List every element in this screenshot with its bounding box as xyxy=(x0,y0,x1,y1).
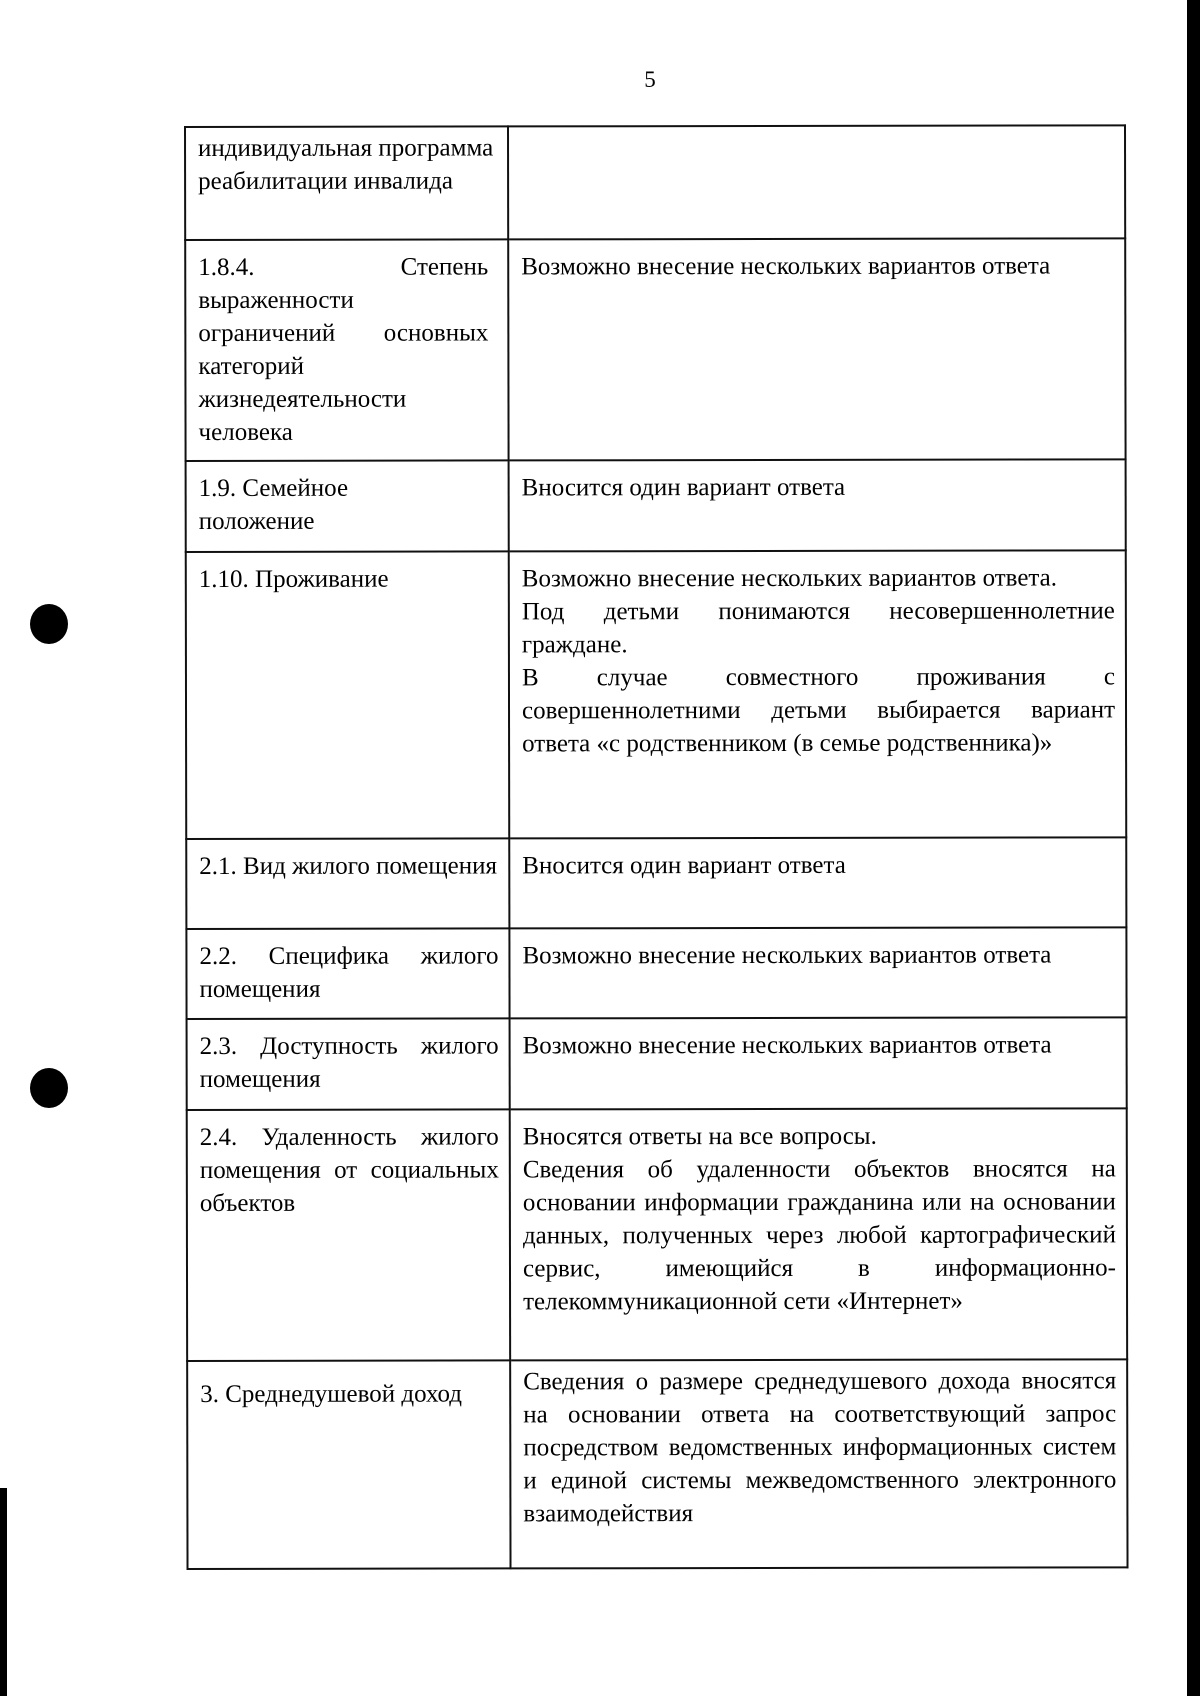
note-paragraph: Возможно внесение нескольких вариантов ответа xyxy=(522,941,1052,970)
notes-cell xyxy=(508,238,1125,460)
item-cell xyxy=(186,460,509,552)
table-row xyxy=(187,1359,1127,1569)
notes-cell xyxy=(510,1359,1127,1568)
table-row xyxy=(185,238,1125,461)
notes-cell xyxy=(509,459,1126,551)
scan-edge xyxy=(0,1488,7,1696)
table-row xyxy=(185,125,1125,240)
notes-cell xyxy=(510,1108,1127,1360)
punch-hole xyxy=(30,1068,68,1108)
note-paragraph: Возможно внесение нескольких вариантов ответа. xyxy=(521,564,1058,593)
table-row xyxy=(186,550,1126,839)
table-row xyxy=(186,927,1126,1019)
table-row xyxy=(187,1017,1127,1110)
item-cell: 2.4. Удаленность жилого помещения от социальных объектов xyxy=(187,1109,510,1361)
item-cell: 2.2. Специфика жилого помещения xyxy=(186,928,509,1019)
note-paragraph: Вносится один вариант ответа xyxy=(521,473,846,502)
note-paragraph xyxy=(521,130,1114,131)
item-cell: 2.3. Доступность жилого помещения xyxy=(187,1018,510,1110)
table-row xyxy=(187,1108,1127,1361)
instructions-table xyxy=(184,124,1129,1570)
table-row xyxy=(186,459,1126,552)
notes-cell xyxy=(509,550,1127,838)
notes-cell xyxy=(509,927,1126,1018)
item-cell: 1.10. Проживание xyxy=(186,551,510,839)
note-paragraph: Возможно внесение нескольких вариантов ответа xyxy=(521,252,1051,281)
note-paragraph: Вносятся ответы на все вопросы. xyxy=(522,1122,877,1151)
note-paragraph: Сведения об удаленности объектов вносятся на основании информации гражданина или на основании данных, полученных через любой картографический сервис, имеющийся в информационно-телекоммуникационной сети «Интернет» xyxy=(522,1155,1117,1316)
page-number: 5 xyxy=(644,67,656,92)
table-row xyxy=(186,837,1126,929)
notes-cell xyxy=(509,837,1126,928)
item-cell: индивидуальная программа реабилитации инвалида xyxy=(185,126,508,240)
note-paragraph: Под детьми понимаются несовершеннолетние граждане. xyxy=(521,597,1115,659)
scan-edge xyxy=(1187,0,1200,1696)
item-cell xyxy=(185,239,508,461)
item-label: 1.8.4. Степень выраженности ограничений основных категорий жизнедеятельности человека xyxy=(198,253,489,446)
note-paragraph: Вносится один вариант ответа xyxy=(522,851,846,880)
item-cell: 2.1. Вид жилого помещения xyxy=(186,838,509,929)
notes-cell xyxy=(510,1017,1127,1109)
item-label: 1.9. Семейное положение xyxy=(198,474,349,535)
notes-cell xyxy=(508,125,1125,239)
note-paragraph: Сведения о размере среднедушевого дохода вносятся на основании ответа на соответствующий запрос посредством ведомственных информационных систем и единой системы межведомственного электронного взаимодействия xyxy=(523,1367,1117,1528)
note-paragraph: Возможно внесение нескольких вариантов ответа xyxy=(522,1031,1052,1060)
item-cell: 3. Среднедушевой доход xyxy=(187,1360,510,1569)
note-paragraph: В случае совместного проживания с совершеннолетними детьми выбирается вариант ответа «с родственником (в семье родственника)» xyxy=(521,663,1116,758)
punch-hole xyxy=(30,604,68,644)
